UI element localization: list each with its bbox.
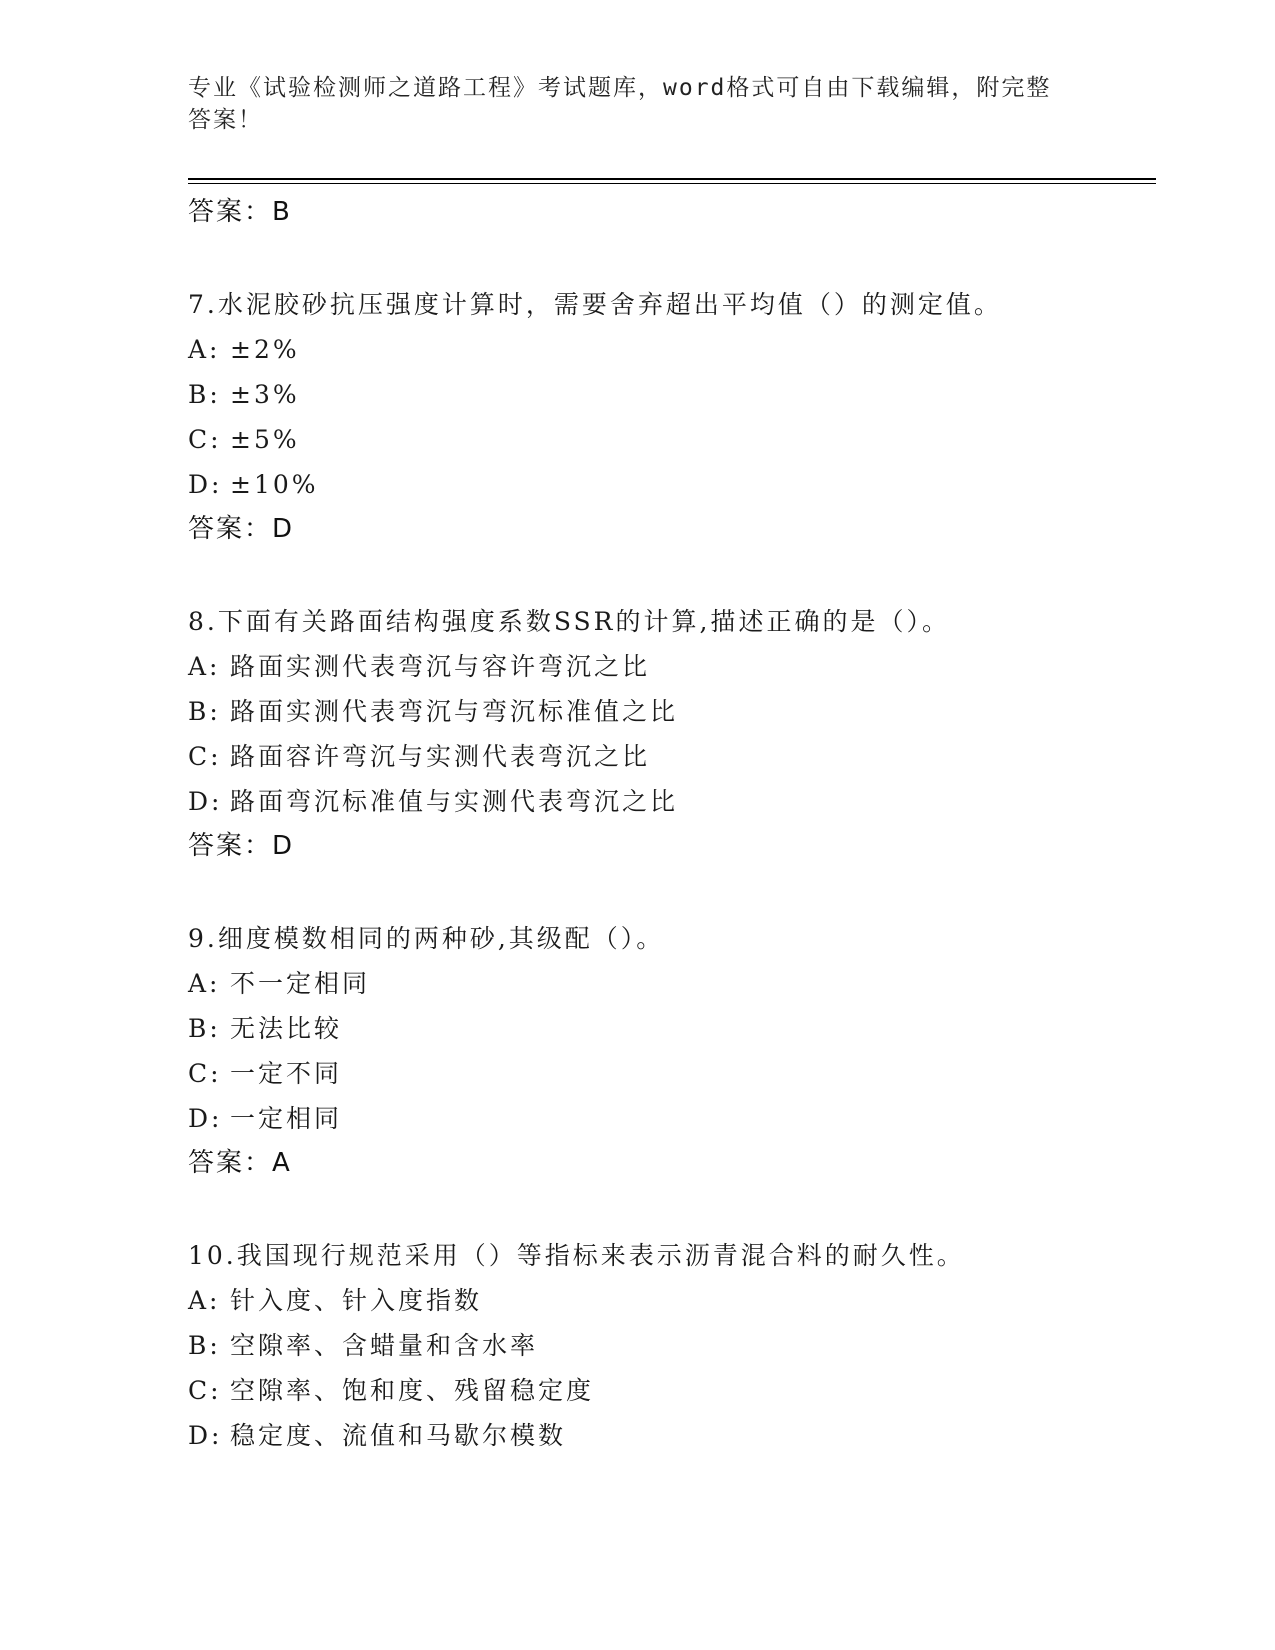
option-a: [188, 961, 1156, 1006]
option-a: [188, 327, 1156, 372]
option-b: [188, 372, 1156, 417]
option-d: [188, 1413, 1156, 1458]
option-c: [188, 1368, 1156, 1413]
option-d: [188, 1096, 1156, 1141]
option-text: ±2%: [230, 335, 300, 364]
answer-q8: 答案：D: [188, 831, 295, 861]
option-key: A:: [188, 1286, 221, 1315]
option-text: 一定相同: [230, 1104, 343, 1133]
question-stem: 10.我国现行规范采用（）等指标来表示沥青混合料的耐久性。: [188, 1241, 965, 1270]
option-key: D:: [188, 787, 223, 816]
option-key: A:: [188, 969, 221, 998]
option-d: [188, 779, 1156, 824]
option-text: 无法比较: [230, 1014, 343, 1043]
option-text: 不一定相同: [230, 969, 371, 998]
option-key: B:: [188, 380, 221, 409]
option-key: D:: [188, 1104, 223, 1133]
option-b: [188, 689, 1156, 734]
question-stem: 9.细度模数相同的两种砂,其级配（）。: [188, 924, 665, 953]
option-text: 路面实测代表弯沉与弯沉标准值之比: [230, 697, 679, 726]
option-text: 路面容许弯沉与实测代表弯沉之比: [230, 742, 651, 771]
option-a: [188, 644, 1156, 689]
option-c: [188, 734, 1156, 779]
option-a: [188, 1278, 1156, 1323]
question-list: [188, 190, 1156, 1505]
option-text: 路面实测代表弯沉与容许弯沉之比: [230, 652, 651, 681]
header-divider-thin: [188, 183, 1156, 184]
option-key: D:: [188, 1421, 223, 1450]
question-stem: 8.下面有关路面结构强度系数SSR的计算,描述正确的是（）。: [188, 607, 950, 636]
question-9: [188, 916, 1156, 1186]
option-key: B:: [188, 1014, 221, 1043]
answer-q7: 答案：D: [188, 514, 295, 544]
question-stem: 7.水泥胶砂抗压强度计算时，需要舍弃超出平均值（）的测定值。: [188, 290, 1002, 319]
option-text: ±5%: [230, 425, 300, 454]
option-text: 一定不同: [230, 1059, 343, 1088]
option-key: A:: [188, 652, 221, 681]
option-text: 空隙率、饱和度、残留稳定度: [230, 1376, 595, 1405]
option-key: C:: [188, 1059, 222, 1088]
option-b: [188, 1006, 1156, 1051]
option-key: A:: [188, 335, 221, 364]
option-key: D:: [188, 470, 223, 499]
option-key: B:: [188, 1331, 221, 1360]
option-key: C:: [188, 425, 222, 454]
question-7: [188, 282, 1156, 552]
answer-q6: 答案：B: [188, 197, 292, 227]
document-header: 专业《试验检测师之道路工程》考试题库，word格式可自由下载编辑，附完整答案！: [188, 75, 1052, 133]
option-c: [188, 417, 1156, 462]
question-10: [188, 1233, 1156, 1458]
option-key: C:: [188, 1376, 222, 1405]
option-text: 稳定度、流值和马歇尔模数: [230, 1421, 567, 1450]
option-text: ±3%: [230, 380, 300, 409]
option-c: [188, 1051, 1156, 1096]
header-divider-thick: [188, 178, 1156, 180]
option-d: [188, 462, 1156, 507]
option-text: 路面弯沉标准值与实测代表弯沉之比: [230, 787, 679, 816]
option-text: 空隙率、含蜡量和含水率: [230, 1331, 539, 1360]
answer-q9: 答案：A: [188, 1148, 292, 1178]
option-key: C:: [188, 742, 222, 771]
question-8: [188, 599, 1156, 869]
option-text: 针入度、针入度指数: [230, 1286, 483, 1315]
option-key: B:: [188, 697, 221, 726]
option-b: [188, 1323, 1156, 1368]
option-text: ±10%: [230, 470, 319, 499]
